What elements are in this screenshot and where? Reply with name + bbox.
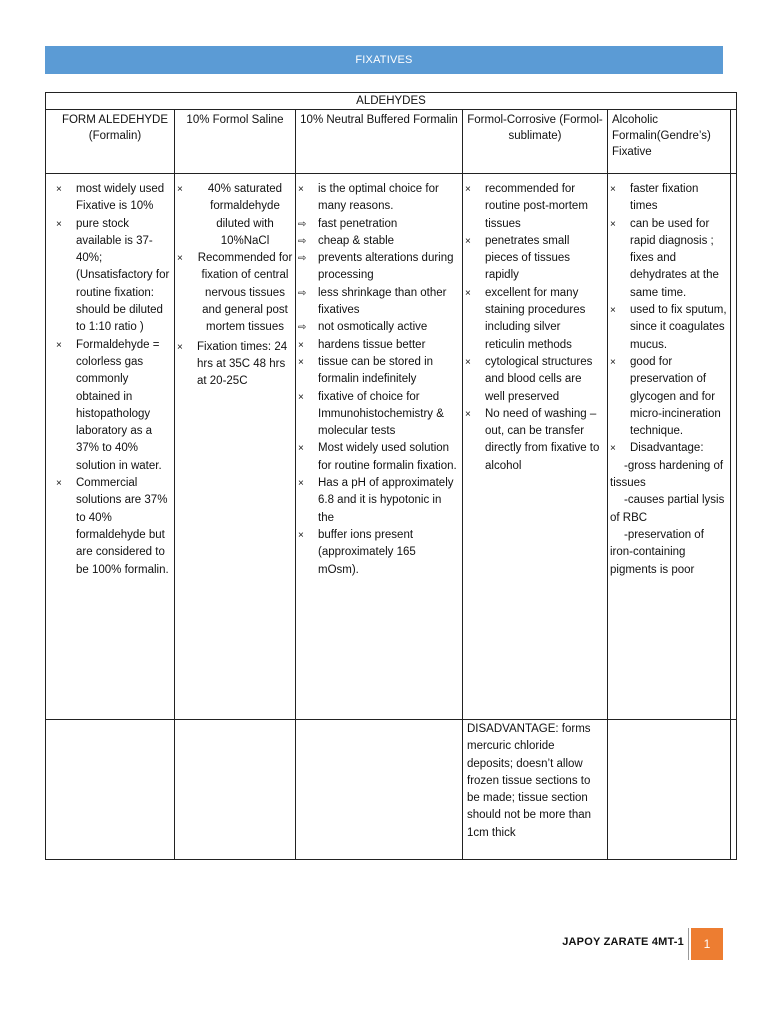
list-item [608,216,728,302]
footer-divider [688,928,689,960]
list-item-text: can be used for rapid diagnosis ; fixes and dehydrates at the same time. [630,217,719,299]
list-item-text: good for preservation of glycogen and for micro-incineration technique. [630,355,721,438]
bullet-icon: × [298,529,304,541]
list-item-text: recommended for routine post-mortem tissues [485,183,588,230]
arrow-right-icon: ⇨ [298,218,307,230]
list-item-text: less shrinkage than other fixatives [318,286,447,317]
list-item [296,527,458,579]
list-item-text: cheap & stable [318,234,395,247]
disadvantage-details [608,458,728,579]
bullet-icon: × [465,356,471,368]
list-item [296,475,458,527]
table-caption: ALDEHYDES [356,95,426,107]
column-cell-nbf [296,181,458,579]
bullet-icon: × [465,235,471,247]
arrow-right-icon: ⇨ [298,253,307,265]
bullet-icon: × [177,253,183,265]
header-divider [46,173,736,174]
list-item [175,181,293,250]
list-item [608,354,728,440]
bullet-icon: × [298,356,304,368]
document-title-banner [45,46,723,74]
bullet-icon: × [610,356,616,368]
bullet-icon: × [465,408,471,420]
list-item-text: buffer ions present (approximately 165 mOsm). [318,528,416,576]
bullet-icon: × [56,339,62,351]
list-item [54,337,172,475]
list-item-text: prevents alterations during processing [318,252,454,282]
disadvantage-line: -preservation of iron-containing pigments is poor [610,528,704,576]
list-item-text: Most widely used solution for routine formalin fixation. [318,442,457,472]
column-cell-formalin [54,181,172,579]
bullet-icon: × [298,443,304,455]
list-item-text: Formaldehyde = colorless gas commonly obtained in histopathology laboratory as a 37% to 40% solution in water. [76,338,162,472]
col-divider-5 [730,109,731,859]
list-item-text: is the optimal choice for many reasons. [318,183,439,213]
page-number: 1 [703,937,711,951]
column-header-formalin: FORM ALEDEHYDE (Formalin) [61,114,169,142]
document-title: FIXATIVES [355,54,413,66]
caption-divider [46,109,736,110]
list-item [296,181,458,216]
column-header-gendre: Alcoholic Formalin(Gendre’s) Fixative [612,114,711,158]
list-item [296,285,458,320]
list-item-text: Fixation times: 24 hrs at 35C 48 hrs at 20-25C [197,340,288,388]
footer-divider [46,719,736,720]
arrow-right-icon: ⇨ [298,287,307,299]
list-item [175,250,293,336]
list-item-text: excellent for many staining procedures including silver reticulin methods [485,286,586,351]
list-item-text: pure stock available is 37-40%; (Unsatisfactory for routine fixation: should be diluted to 1:10 ratio ) [76,217,170,334]
list-item-text: faster fixation times [630,183,699,213]
bullet-icon: × [56,478,62,490]
list-item-text: hardens tissue better [318,338,426,351]
list-item [296,216,458,233]
bullet-icon: × [298,184,304,195]
list-item [175,339,293,391]
disadvantage-line: -causes partial lysis of RBC [610,494,725,524]
list-item [54,216,172,337]
list-item-text: most widely used Fixative is 10% [76,183,165,213]
column-cell-formol-saline [175,181,293,391]
bullet-icon: × [177,341,183,353]
list-item [463,181,603,233]
bullet-icon: × [177,184,183,195]
bullet-icon: × [610,443,616,455]
author-footer: JAPOY ZARATE 4MT-1 [562,936,684,948]
list-item [54,181,172,216]
list-item-text: used to fix sputum, since it coagulates mucus. [630,304,727,351]
bullet-icon: × [610,184,616,195]
list-item-text: Commercial solutions are 37% to 40% formaldehyde but are considered to be 100% formalin. [76,477,169,576]
list-item [463,406,603,475]
list-item-text: penetrates small pieces of tissues rapidly [485,234,571,282]
column-header-formol-saline: 10% Formol Saline [186,114,284,126]
arrow-right-icon: ⇨ [298,235,307,247]
column-cell-formol-corrosive [463,181,603,475]
disadvantage-line: -gross hardening of tissues [610,459,724,490]
list-item [296,319,458,336]
bullet-icon: × [298,391,304,403]
list-item [463,233,603,285]
column-cell-gendre [608,181,728,579]
bullet-icon: × [56,218,62,230]
list-item-text: Disadvantage: [630,442,704,455]
list-item-text: No need of washing –out, can be transfer directly from fixative to alcohol [485,407,600,472]
list-item [296,250,458,285]
column-header-nbf: 10% Neutral Buffered Formalin [300,114,458,126]
list-item [463,285,603,354]
list-item-text: Recommended for fixation of central nervous tissues and general post mortem tissues [197,252,293,334]
bullet-icon: × [465,184,471,195]
list-item [608,440,728,457]
bullet-icon: × [298,478,304,490]
bullet-icon: × [610,305,616,317]
list-item [608,302,728,354]
page-number-badge [691,928,723,960]
bullet-icon: × [465,287,471,299]
formol-corrosive-disadvantage: DISADVANTAGE: forms mercuric chloride deposits; doesn’t allow frozen tissue sections to be made; tissue section should not be more than 1cm thick [467,723,592,839]
bullet-icon: × [610,218,616,230]
list-item-text: fast penetration [318,217,398,230]
list-item-text: cytological structures and blood cells are well preserved [485,355,593,403]
list-item [296,337,458,354]
list-item [296,233,458,250]
aldehydes-table [45,92,737,860]
list-item [296,389,458,441]
arrow-right-icon: ⇨ [298,322,307,334]
bullet-icon: × [56,184,62,195]
list-item-text: fixative of choice for Immunohistochemistry & molecular tests [318,390,444,438]
list-item [463,354,603,406]
list-item-text: 40% saturated formaldehyde diluted with 10%NaCl [207,183,283,247]
bullet-icon: × [298,339,304,351]
list-item-text: tissue can be stored in formalin indefinitely [318,355,434,386]
list-item [296,440,458,475]
list-item-text: not osmotically active [318,321,428,334]
column-header-formol-corrosive: Formol-Corrosive (Formol-sublimate) [467,114,603,142]
list-item [608,181,728,216]
list-item [54,475,172,579]
list-item-text: Has a pH of approximately 6.8 and it is hypotonic in the [318,477,454,524]
list-item [296,354,458,389]
